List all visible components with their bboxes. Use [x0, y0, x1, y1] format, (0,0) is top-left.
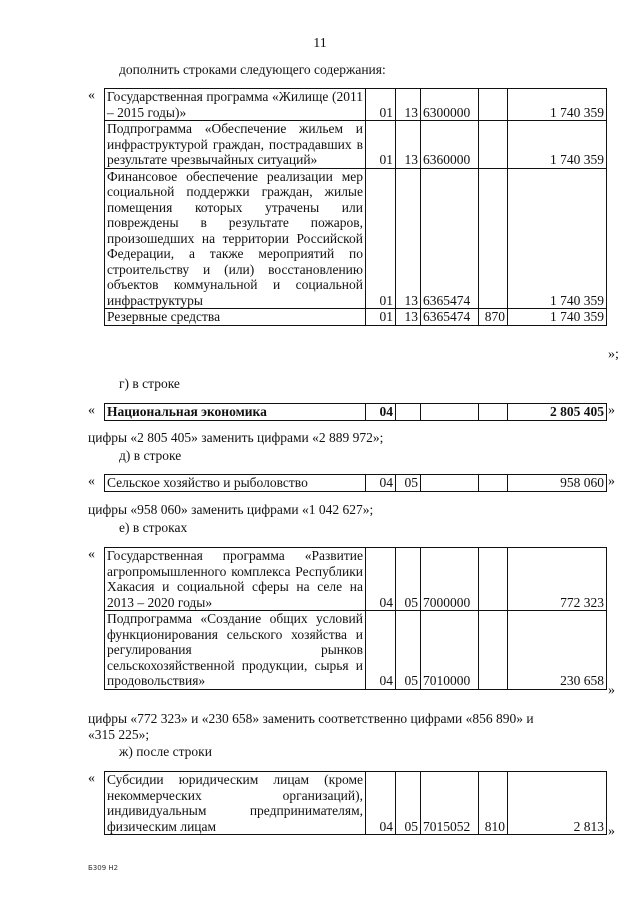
row-description: Подпрограмма «Обеспечение жильем и инфраструктурой граждан, пострадавших в результате чрезвычайных ситуаций»	[105, 121, 366, 169]
replace-text-3-line-2: «315 225»;	[88, 727, 150, 742]
table-row	[105, 404, 607, 421]
row-sum: 958 060	[508, 475, 607, 492]
row-csr: 7015052	[421, 772, 479, 835]
row-csr: 7000000	[421, 548, 479, 611]
row-description: Подпрограмма «Создание общих условий функционирования сельского хозяйства и регулирования рынков сельскохозяйственной продукции, сырья и продовольствия»	[105, 611, 366, 690]
close-quote: »	[608, 683, 615, 698]
row-rz: 04	[366, 772, 396, 835]
table-block-3	[104, 474, 607, 492]
row-description: Резервные средства	[105, 309, 366, 326]
row-pr: 05	[396, 548, 421, 611]
table-row	[105, 89, 607, 121]
table-row	[105, 168, 607, 309]
row-pr: 05	[396, 611, 421, 690]
table-row	[105, 548, 607, 611]
table-block-5	[104, 771, 607, 835]
item-e-label: е) в строках	[119, 520, 188, 535]
row-rz: 01	[366, 89, 396, 121]
row-csr: 6365474	[421, 309, 479, 326]
item-zh-label: ж) после строки	[119, 744, 212, 759]
row-description: Государственная программа «Жилище (2011 – 2015 годы)»	[105, 89, 366, 121]
row-pr: 13	[396, 121, 421, 169]
row-vr	[479, 404, 508, 421]
replace-text-2: цифры «958 060» заменить цифрами «1 042 627»;	[88, 502, 374, 517]
table-row	[105, 611, 607, 690]
row-pr: 13	[396, 168, 421, 309]
row-sum: 1 740 359	[508, 121, 607, 169]
row-rz: 01	[366, 168, 396, 309]
open-quote: «	[88, 88, 95, 103]
row-pr: 05	[396, 772, 421, 835]
row-vr	[479, 548, 508, 611]
row-pr: 05	[396, 475, 421, 492]
row-pr: 13	[396, 89, 421, 121]
close-quote: »	[608, 474, 615, 489]
close-quote: »	[608, 824, 615, 839]
open-quote: «	[88, 771, 95, 786]
table-row	[105, 772, 607, 835]
table-row	[105, 309, 607, 326]
row-description: Финансовое обеспечение реализации мер социальной поддержки граждан, жилые помещения которых утрачены или повреждены в результате пожаров, произошедших на территории Российской Федерации, а также мероприятий по строительству и (или) восстановлению объектов коммунальной и социальной инфраструктуры	[105, 168, 366, 309]
row-sum: 772 323	[508, 548, 607, 611]
page-number: 11	[313, 36, 327, 51]
close-quote: »	[608, 403, 615, 418]
row-csr	[421, 404, 479, 421]
row-vr	[479, 89, 508, 121]
row-sum: 1 740 359	[508, 309, 607, 326]
item-d-label: д) в строке	[119, 448, 182, 463]
close-quote: »;	[608, 347, 619, 362]
row-csr	[421, 475, 479, 492]
open-quote: «	[88, 547, 95, 562]
table-block-4	[104, 547, 607, 690]
row-pr: 13	[396, 309, 421, 326]
row-csr: 7010000	[421, 611, 479, 690]
row-vr: 870	[479, 309, 508, 326]
row-rz: 01	[366, 121, 396, 169]
row-description: Государственная программа «Развитие агропромышленного комплекса Республики Хакасия и социальной сферы на селе на 2013 – 2020 годы»	[105, 548, 366, 611]
open-quote: «	[88, 403, 95, 418]
footer-code: Б309 Н2	[88, 864, 119, 872]
row-rz: 04	[366, 404, 396, 421]
open-quote: «	[88, 474, 95, 489]
row-description: Национальная экономика	[105, 404, 366, 421]
table-row	[105, 475, 607, 492]
row-csr: 6365474	[421, 168, 479, 309]
item-g-label: г) в строке	[119, 376, 180, 391]
replace-text-1: цифры «2 805 405» заменить цифрами «2 889 972»;	[88, 430, 384, 445]
intro-text: дополнить строками следующего содержания:	[119, 62, 386, 77]
row-csr: 6360000	[421, 121, 479, 169]
table-block-1	[104, 88, 607, 326]
row-rz: 04	[366, 475, 396, 492]
row-pr	[396, 404, 421, 421]
row-vr	[479, 168, 508, 309]
row-rz: 04	[366, 611, 396, 690]
row-vr: 810	[479, 772, 508, 835]
replace-text-3-line-1: цифры «772 323» и «230 658» заменить соответственно цифрами «856 890» и	[88, 711, 534, 726]
row-vr	[479, 475, 508, 492]
table-block-2	[104, 403, 607, 421]
row-sum: 2 805 405	[508, 404, 607, 421]
row-sum: 230 658	[508, 611, 607, 690]
row-sum: 1 740 359	[508, 168, 607, 309]
row-description: Субсидии юридическим лицам (кроме некоммерческих организаций), индивидуальным предпринимателям, физическим лицам	[105, 772, 366, 835]
row-vr	[479, 121, 508, 169]
row-sum: 2 813	[508, 772, 607, 835]
row-rz: 01	[366, 309, 396, 326]
row-vr	[479, 611, 508, 690]
row-csr: 6300000	[421, 89, 479, 121]
row-rz: 04	[366, 548, 396, 611]
row-sum: 1 740 359	[508, 89, 607, 121]
table-row	[105, 121, 607, 169]
row-description: Сельское хозяйство и рыболовство	[105, 475, 366, 492]
